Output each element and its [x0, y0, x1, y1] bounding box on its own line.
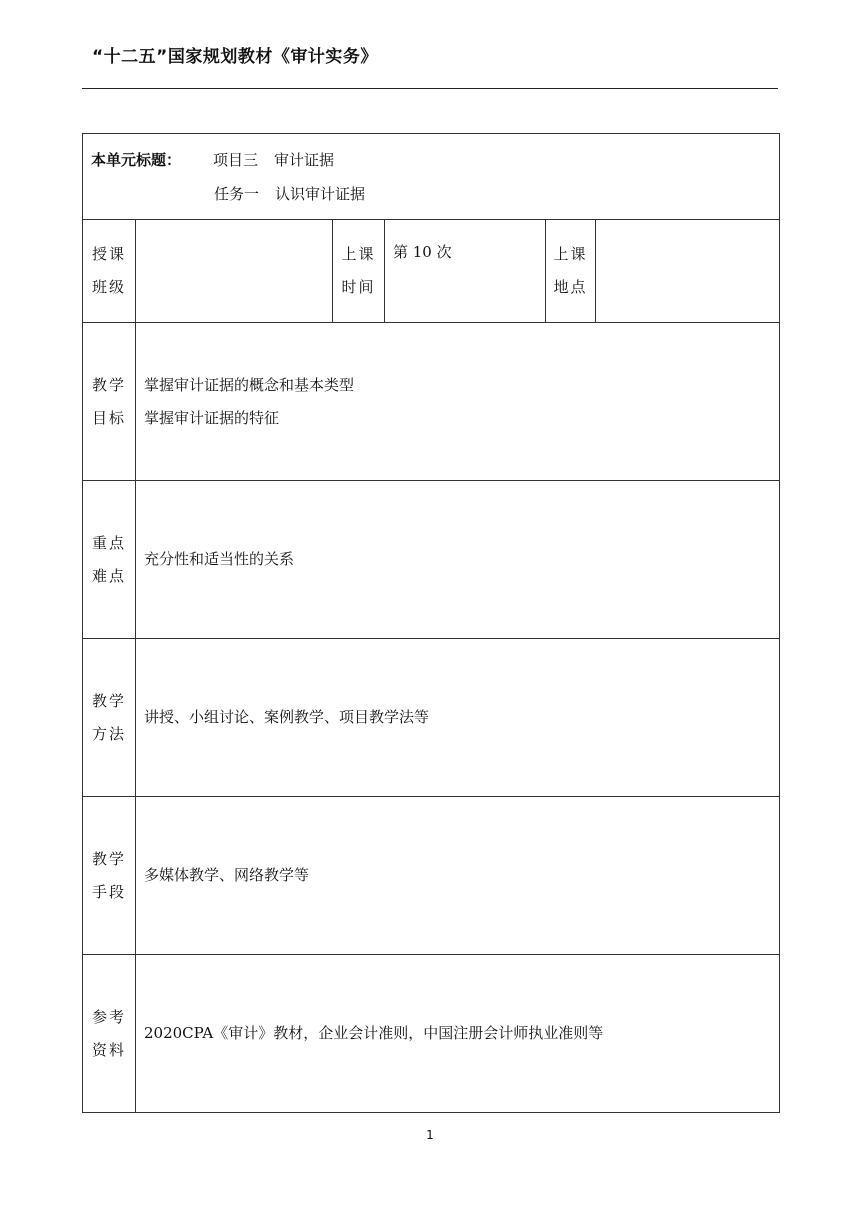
- means-line-1: 多媒体教学、网络教学等: [144, 866, 310, 884]
- time-label-line1: 上课: [341, 245, 376, 263]
- time-value-cell: 第 10 次: [385, 220, 546, 323]
- methods-line-1: 讲授、小组讨论、案例教学、项目教学法等: [144, 708, 430, 726]
- methods-label-cell: [83, 639, 136, 797]
- header-divider: [82, 88, 778, 89]
- task-number: 任务一: [214, 184, 260, 203]
- means-label-line1: 教学: [91, 849, 126, 868]
- place-value-cell: [596, 220, 780, 323]
- objectives-row: [83, 323, 780, 481]
- methods-row: [83, 639, 780, 797]
- info-row: [83, 220, 780, 323]
- project-name: 审计证据: [274, 150, 335, 169]
- unit-title-cell: [83, 134, 780, 220]
- page-number: 1: [426, 1128, 434, 1142]
- means-label-line2: 手段: [91, 882, 126, 901]
- key-points-line-1: 充分性和适当性的关系: [144, 550, 295, 568]
- class-label-line2: 班级: [91, 278, 126, 296]
- class-label-cell: [83, 220, 136, 323]
- means-content-cell: [136, 797, 780, 955]
- means-label-cell: [83, 797, 136, 955]
- key-points-row: [83, 481, 780, 639]
- key-points-label-cell: [83, 481, 136, 639]
- means-row: [83, 797, 780, 955]
- unit-title-label: 本单元标题：: [91, 150, 182, 169]
- place-label-line1: 上课: [553, 245, 588, 263]
- time-label-cell: [333, 220, 385, 323]
- references-label-line2: 资料: [91, 1040, 126, 1059]
- methods-label-line1: 教学: [91, 691, 126, 710]
- class-value-cell: [136, 220, 333, 323]
- references-label-cell: [83, 955, 136, 1113]
- task-name: 认识审计证据: [275, 184, 366, 203]
- methods-content-cell: [136, 639, 780, 797]
- objectives-line-2: 掌握审计证据的特征: [144, 408, 280, 427]
- objectives-label-line2: 目标: [91, 408, 126, 427]
- place-label-line2: 地点: [553, 278, 588, 296]
- objectives-line-1: 掌握审计证据的概念和基本类型: [144, 375, 355, 394]
- lesson-plan-table: [82, 133, 780, 1113]
- unit-title-row: [83, 134, 780, 220]
- key-points-label-line2: 难点: [91, 566, 126, 585]
- methods-label-line2: 方法: [91, 724, 126, 743]
- place-label-cell: [546, 220, 596, 323]
- references-label-line1: 参考: [91, 1007, 126, 1026]
- class-label-line1: 授课: [91, 245, 126, 263]
- objectives-label-line1: 教学: [91, 375, 126, 394]
- objectives-content-cell: [136, 323, 780, 481]
- key-points-content-cell: [136, 481, 780, 639]
- references-line-1: 2020CPA《审计》教材，企业会计准则，中国注册会计师执业准则等: [144, 1024, 604, 1042]
- references-content-cell: [136, 955, 780, 1113]
- objectives-label-cell: [83, 323, 136, 481]
- page-header-title: “十二五”国家规划教材《审计实务》: [92, 47, 378, 67]
- references-row: [83, 955, 780, 1113]
- time-label-line2: 时间: [341, 278, 376, 296]
- key-points-label-line1: 重点: [91, 533, 126, 552]
- project-number: 项目三: [213, 150, 259, 169]
